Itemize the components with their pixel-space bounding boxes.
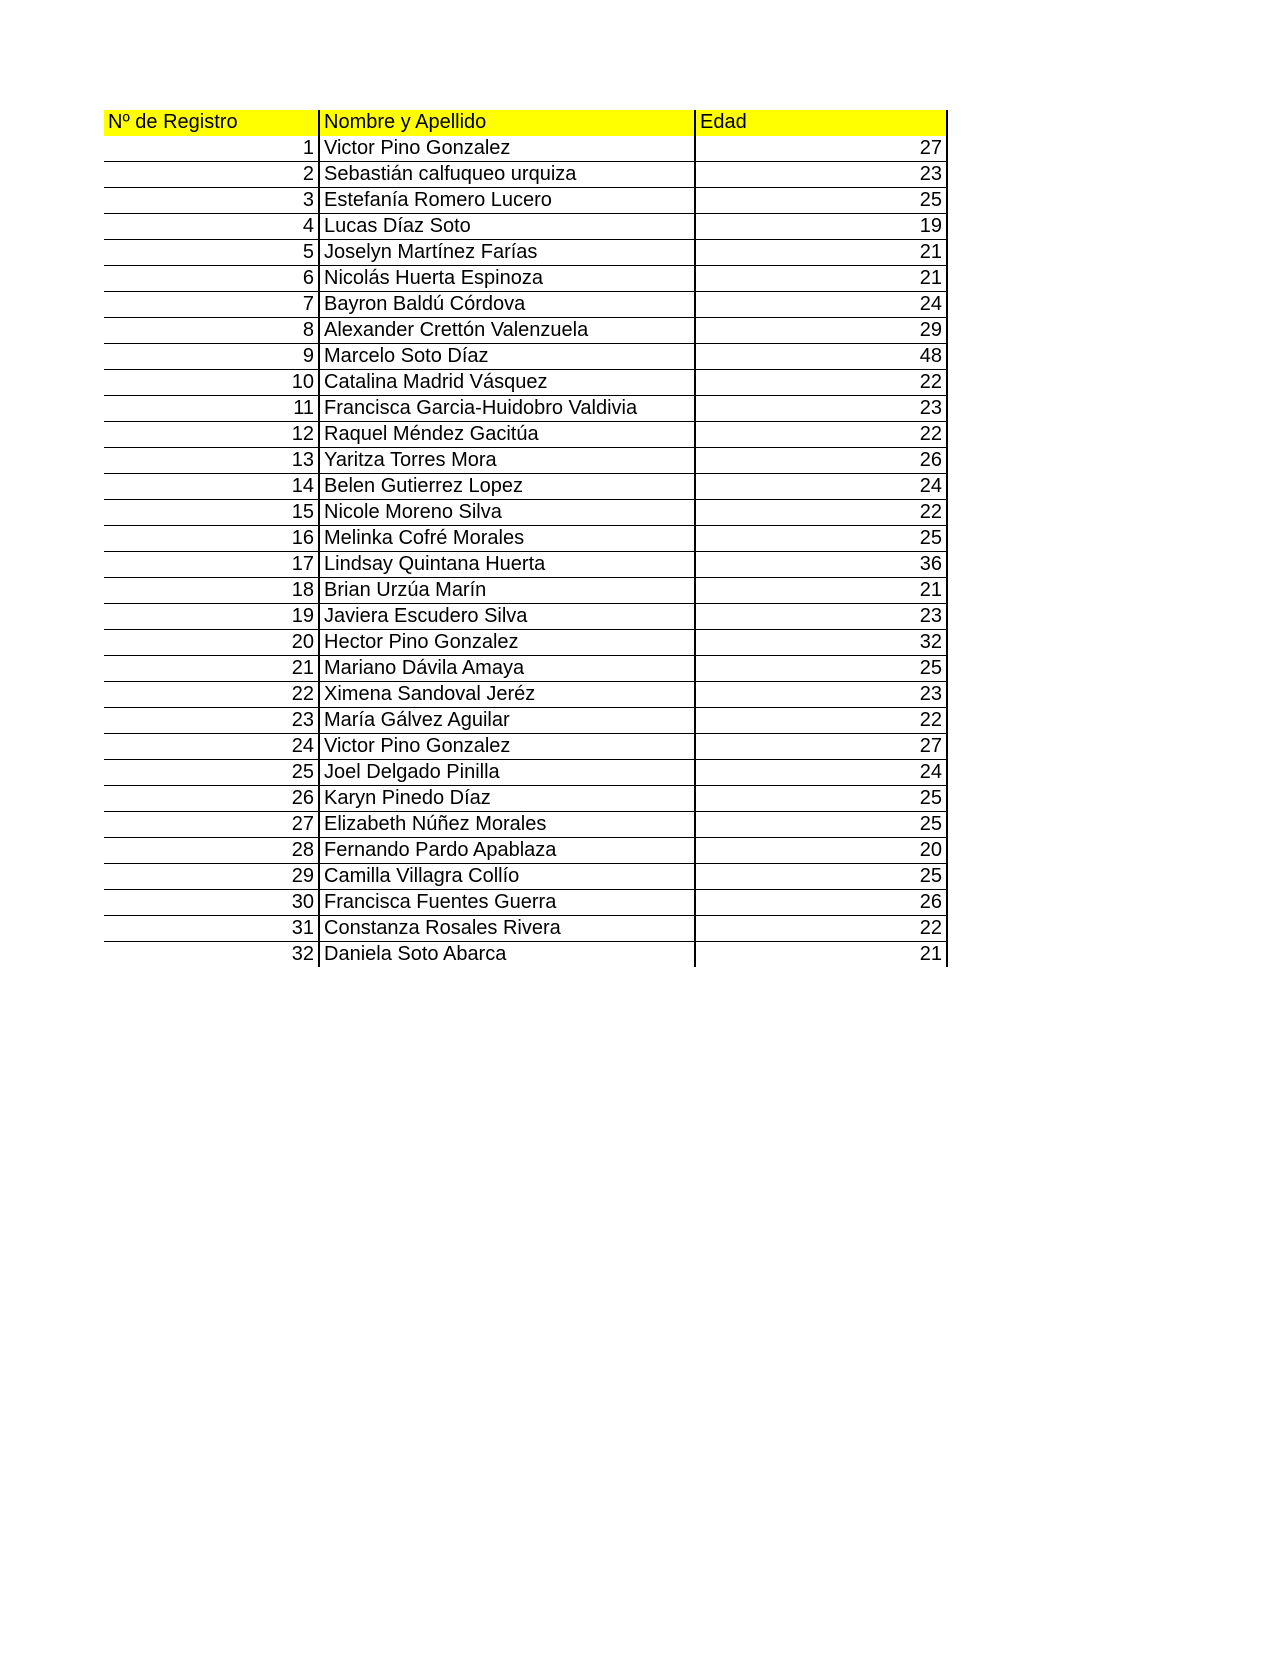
cell-edad: 25 — [695, 525, 947, 551]
cell-registro: 15 — [104, 499, 319, 525]
cell-nombre: Elizabeth Núñez Morales — [319, 811, 695, 837]
cell-registro: 21 — [104, 655, 319, 681]
cell-nombre: María Gálvez Aguilar — [319, 707, 695, 733]
cell-edad: 25 — [695, 785, 947, 811]
cell-registro: 11 — [104, 395, 319, 421]
cell-edad: 20 — [695, 837, 947, 863]
cell-registro: 1 — [104, 136, 319, 162]
cell-nombre: Yaritza Torres Mora — [319, 447, 695, 473]
cell-registro: 29 — [104, 863, 319, 889]
cell-nombre: Karyn Pinedo Díaz — [319, 785, 695, 811]
cell-registro: 24 — [104, 733, 319, 759]
cell-registro: 23 — [104, 707, 319, 733]
table-row — [104, 291, 947, 317]
table-row — [104, 265, 947, 291]
table-row — [104, 343, 947, 369]
table-row — [104, 447, 947, 473]
cell-edad: 22 — [695, 499, 947, 525]
cell-registro: 19 — [104, 603, 319, 629]
table-row — [104, 941, 947, 967]
table-row — [104, 655, 947, 681]
cell-nombre: Francisca Garcia-Huidobro Valdivia — [319, 395, 695, 421]
table-row — [104, 239, 947, 265]
cell-nombre: Alexander Crettón Valenzuela — [319, 317, 695, 343]
cell-edad: 24 — [695, 473, 947, 499]
header-row — [104, 110, 947, 136]
cell-edad: 22 — [695, 707, 947, 733]
cell-edad: 23 — [695, 603, 947, 629]
cell-nombre: Sebastián calfuqueo urquiza — [319, 161, 695, 187]
cell-nombre: Camilla Villagra Collío — [319, 863, 695, 889]
cell-registro: 5 — [104, 239, 319, 265]
cell-registro: 28 — [104, 837, 319, 863]
cell-edad: 32 — [695, 629, 947, 655]
cell-registro: 8 — [104, 317, 319, 343]
cell-registro: 27 — [104, 811, 319, 837]
cell-nombre: Lindsay Quintana Huerta — [319, 551, 695, 577]
cell-edad: 27 — [695, 733, 947, 759]
cell-nombre: Joselyn Martínez Farías — [319, 239, 695, 265]
cell-registro: 26 — [104, 785, 319, 811]
cell-nombre: Catalina Madrid Vásquez — [319, 369, 695, 395]
cell-edad: 21 — [695, 941, 947, 967]
cell-edad: 27 — [695, 136, 947, 162]
cell-nombre: Melinka Cofré Morales — [319, 525, 695, 551]
table-row — [104, 525, 947, 551]
cell-edad: 22 — [695, 915, 947, 941]
cell-edad: 25 — [695, 811, 947, 837]
cell-nombre: Belen Gutierrez Lopez — [319, 473, 695, 499]
cell-nombre: Daniela Soto Abarca — [319, 941, 695, 967]
cell-nombre: Fernando Pardo Apablaza — [319, 837, 695, 863]
cell-registro: 2 — [104, 161, 319, 187]
table-row — [104, 759, 947, 785]
table-row — [104, 707, 947, 733]
cell-nombre: Javiera Escudero Silva — [319, 603, 695, 629]
cell-edad: 48 — [695, 343, 947, 369]
cell-edad: 19 — [695, 213, 947, 239]
table-row — [104, 317, 947, 343]
table-row — [104, 499, 947, 525]
cell-registro: 31 — [104, 915, 319, 941]
cell-nombre: Nicolás Huerta Espinoza — [319, 265, 695, 291]
cell-registro: 30 — [104, 889, 319, 915]
cell-nombre: Francisca Fuentes Guerra — [319, 889, 695, 915]
cell-registro: 25 — [104, 759, 319, 785]
table-row — [104, 603, 947, 629]
cell-nombre: Hector Pino Gonzalez — [319, 629, 695, 655]
table-row — [104, 213, 947, 239]
cell-nombre: Marcelo Soto Díaz — [319, 343, 695, 369]
table-row — [104, 681, 947, 707]
cell-registro: 16 — [104, 525, 319, 551]
cell-edad: 24 — [695, 291, 947, 317]
cell-registro: 6 — [104, 265, 319, 291]
table-row — [104, 161, 947, 187]
cell-registro: 10 — [104, 369, 319, 395]
cell-nombre: Constanza Rosales Rivera — [319, 915, 695, 941]
cell-nombre: Joel Delgado Pinilla — [319, 759, 695, 785]
cell-nombre: Nicole Moreno Silva — [319, 499, 695, 525]
registro-table — [104, 110, 948, 967]
cell-edad: 22 — [695, 421, 947, 447]
cell-registro: 18 — [104, 577, 319, 603]
cell-edad: 25 — [695, 863, 947, 889]
table-row — [104, 421, 947, 447]
table-row — [104, 889, 947, 915]
cell-nombre: Mariano Dávila Amaya — [319, 655, 695, 681]
cell-edad: 26 — [695, 447, 947, 473]
table-body — [104, 136, 947, 967]
cell-edad: 25 — [695, 187, 947, 213]
cell-registro: 4 — [104, 213, 319, 239]
cell-registro: 14 — [104, 473, 319, 499]
table-row — [104, 629, 947, 655]
spreadsheet-page — [104, 110, 947, 967]
cell-edad: 23 — [695, 681, 947, 707]
cell-registro: 3 — [104, 187, 319, 213]
table-row — [104, 915, 947, 941]
cell-registro: 13 — [104, 447, 319, 473]
cell-registro: 12 — [104, 421, 319, 447]
cell-edad: 36 — [695, 551, 947, 577]
cell-edad: 23 — [695, 395, 947, 421]
cell-nombre: Victor Pino Gonzalez — [319, 136, 695, 162]
table-row — [104, 811, 947, 837]
header-registro: Nº de Registro — [104, 110, 319, 136]
cell-edad: 21 — [695, 577, 947, 603]
header-nombre: Nombre y Apellido — [319, 110, 695, 136]
header-edad: Edad — [695, 110, 947, 136]
table-row — [104, 863, 947, 889]
table-row — [104, 473, 947, 499]
table-row — [104, 136, 947, 162]
table-row — [104, 395, 947, 421]
cell-nombre: Brian Urzúa Marín — [319, 577, 695, 603]
cell-nombre: Estefanía Romero Lucero — [319, 187, 695, 213]
table-row — [104, 369, 947, 395]
cell-registro: 20 — [104, 629, 319, 655]
cell-nombre: Victor Pino Gonzalez — [319, 733, 695, 759]
table-row — [104, 187, 947, 213]
cell-edad: 23 — [695, 161, 947, 187]
cell-edad: 21 — [695, 239, 947, 265]
table-row — [104, 785, 947, 811]
table-row — [104, 733, 947, 759]
cell-edad: 29 — [695, 317, 947, 343]
cell-edad: 24 — [695, 759, 947, 785]
table-row — [104, 551, 947, 577]
table-row — [104, 837, 947, 863]
cell-nombre: Bayron Baldú Córdova — [319, 291, 695, 317]
cell-edad: 26 — [695, 889, 947, 915]
cell-nombre: Lucas Díaz Soto — [319, 213, 695, 239]
cell-registro: 7 — [104, 291, 319, 317]
cell-edad: 25 — [695, 655, 947, 681]
table-row — [104, 577, 947, 603]
cell-registro: 17 — [104, 551, 319, 577]
cell-edad: 22 — [695, 369, 947, 395]
cell-edad: 21 — [695, 265, 947, 291]
cell-nombre: Raquel Méndez Gacitúa — [319, 421, 695, 447]
cell-nombre: Ximena Sandoval Jeréz — [319, 681, 695, 707]
cell-registro: 9 — [104, 343, 319, 369]
cell-registro: 22 — [104, 681, 319, 707]
cell-registro: 32 — [291, 942, 314, 965]
